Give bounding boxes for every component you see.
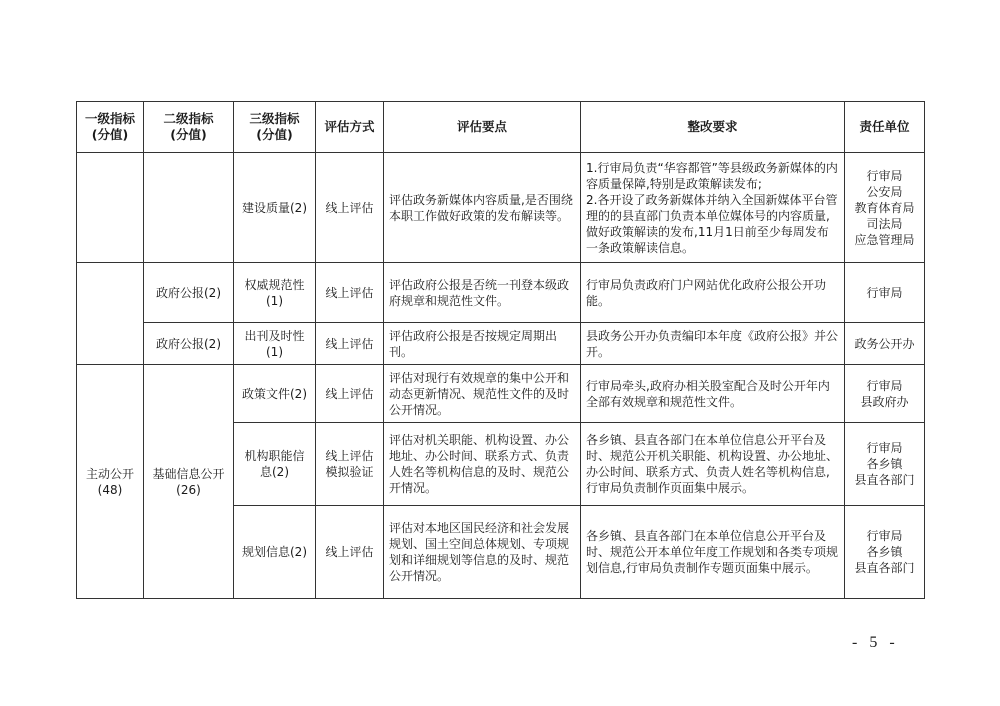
- cell-points: 评估政务新媒体内容质量,是否围绕本职工作做好政策的发布解读等。: [384, 153, 581, 263]
- cell-requirements: 行审局牵头,政府办相关股室配合及时公开年内全部有效规章和规范性文件。: [581, 365, 845, 423]
- cell-level2: [144, 153, 234, 263]
- cell-level3: 机构职能信息(2): [234, 423, 316, 506]
- table-row: [77, 263, 925, 323]
- cell-level2: 政府公报(2): [144, 263, 234, 323]
- table-row: [77, 365, 925, 423]
- table-row: [77, 153, 925, 263]
- cell-requirements: 县政务公开办负责编印本年度《政府公报》并公开。: [581, 323, 845, 365]
- cell-units: 行审局 各乡镇 县直各部门: [845, 506, 925, 599]
- cell-requirements: 行审局负责政府门户网站优化政府公报公开功能。: [581, 263, 845, 323]
- cell-level1: 主动公开 (48): [77, 365, 144, 599]
- cell-requirements: 各乡镇、县直各部门在本单位信息公开平台及时、规范公开本单位年度工作规划和各类专项规划信息,行审局负责制作专题页面集中展示。: [581, 506, 845, 599]
- cell-level3: 规划信息(2): [234, 506, 316, 599]
- header-level2: 二级指标 (分值): [144, 102, 234, 153]
- table-row: [77, 323, 925, 365]
- cell-units: 行审局 县政府办: [845, 365, 925, 423]
- cell-points: 评估对本地区国民经济和社会发展规划、国土空间总体规划、专项规划和详细规划等信息的及时、规范公开情况。: [384, 506, 581, 599]
- cell-points: 评估对机关职能、机构设置、办公地址、办公时间、联系方式、负责人姓名等机构信息的及时、规范公开情况。: [384, 423, 581, 506]
- cell-points: 评估政府公报是否统一刊登本级政府规章和规范性文件。: [384, 263, 581, 323]
- cell-method: 线上评估: [316, 323, 384, 365]
- cell-method: 线上评估: [316, 263, 384, 323]
- cell-level2: 政府公报(2): [144, 323, 234, 365]
- cell-requirements: 各乡镇、县直各部门在本单位信息公开平台及时、规范公开机关职能、机构设置、办公地址、办公时间、联系方式、负责人姓名等机构信息,行审局负责制作页面集中展示。: [581, 423, 845, 506]
- evaluation-table: [76, 101, 925, 599]
- cell-level2: 基础信息公开 (26): [144, 365, 234, 599]
- header-requirements: 整改要求: [581, 102, 845, 153]
- cell-method: 线上评估: [316, 365, 384, 423]
- header-units: 责任单位: [845, 102, 925, 153]
- header-points: 评估要点: [384, 102, 581, 153]
- cell-units: 行审局 各乡镇 县直各部门: [845, 423, 925, 506]
- cell-requirements: 1.行审局负责“华容都管”等县级政务新媒体的内容质量保障,特别是政策解读发布; 2.各开设了政务新媒体并纳入全国新媒体平台管理的的县直部门负责本单位媒体号的内容质量,做好政策解读的发布,11月1日前至少每周发布一条政策解读信息。: [581, 153, 845, 263]
- cell-points: 评估对现行有效规章的集中公开和动态更新情况、规范性文件的及时公开情况。: [384, 365, 581, 423]
- header-row: [77, 102, 925, 153]
- cell-level1: [77, 153, 144, 263]
- cell-level3: 权威规范性(1): [234, 263, 316, 323]
- cell-points: 评估政府公报是否按规定周期出刊。: [384, 323, 581, 365]
- cell-level3: 建设质量(2): [234, 153, 316, 263]
- cell-level3: 出刊及时性(1): [234, 323, 316, 365]
- cell-method: 线上评估: [316, 153, 384, 263]
- page-number: - 5 -: [852, 634, 899, 651]
- cell-level3: 政策文件(2): [234, 365, 316, 423]
- cell-units: 行审局 公安局 教育体育局 司法局 应急管理局: [845, 153, 925, 263]
- cell-method: 线上评估 模拟验证: [316, 423, 384, 506]
- cell-method: 线上评估: [316, 506, 384, 599]
- header-method: 评估方式: [316, 102, 384, 153]
- cell-units: 行审局: [845, 263, 925, 323]
- cell-level1: [77, 263, 144, 365]
- cell-units: 政务公开办: [845, 323, 925, 365]
- header-level3: 三级指标 (分值): [234, 102, 316, 153]
- header-level1: 一级指标 (分值): [77, 102, 144, 153]
